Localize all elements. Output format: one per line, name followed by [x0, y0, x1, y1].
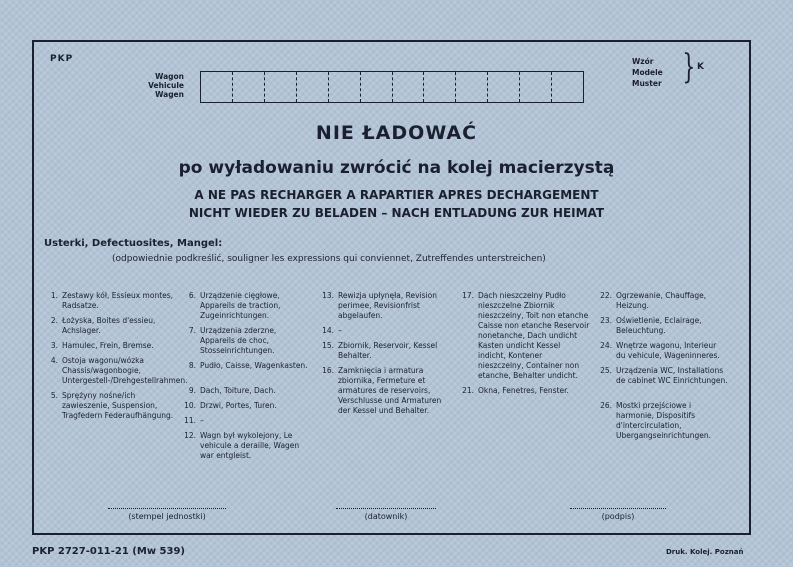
defect-text: – [338, 326, 342, 335]
defect-number: 13. [322, 291, 334, 300]
model-label-group [632, 56, 663, 89]
defect-text: Wagn był wykolejony, Le vehicule a deraille, Wagen war entgleist. [200, 431, 300, 460]
defect-number: 3. [50, 341, 58, 350]
defect-item[interactable] [182, 326, 312, 356]
defect-item[interactable] [44, 341, 174, 351]
wagon-number-cell[interactable] [456, 72, 488, 102]
defect-number: 12. [184, 431, 196, 440]
defect-number: 5. [50, 391, 58, 400]
defect-item[interactable] [320, 326, 450, 336]
defect-number: 7. [188, 326, 196, 335]
defect-item[interactable] [182, 416, 312, 426]
model-code: K [697, 62, 704, 72]
stamp-line: (stempel jednostki) [108, 508, 226, 521]
defect-text: Dach, Toiture, Dach. [200, 386, 276, 395]
defect-number: 14. [322, 326, 334, 335]
defects-instruction: (odpowiednie podkreślić, souligner les expressions qui conviennet, Zutreffendes unterstreichen) [112, 254, 546, 264]
wagon-number-field[interactable] [200, 71, 584, 103]
defect-item[interactable] [182, 431, 312, 461]
defect-item[interactable] [182, 401, 312, 411]
defect-text: Mostki przejściowe i harmonie, Dispositifs d'intercirculation, Ubergangseinrichtungen. [616, 401, 712, 440]
model-label-pl: Wzór [632, 57, 654, 66]
wagon-number-cell[interactable] [329, 72, 361, 102]
defect-number: 4. [50, 356, 58, 365]
defect-number: 26. [600, 401, 612, 410]
defect-item[interactable] [44, 316, 174, 336]
defect-text: Ostoja wagonu/wózka Chassis/wagonbogie, Untergestell-/Drehgestellrahmen. [62, 356, 188, 385]
subtitle-de: NICHT WIEDER ZU BELADEN – NACH ENTLADUNG ZUR HEIMAT [188, 206, 605, 220]
defect-item[interactable] [44, 391, 174, 421]
defect-number: 10. [184, 401, 196, 410]
defect-text: Pudło, Caisse, Wagenkasten. [200, 361, 308, 370]
defect-item[interactable] [320, 291, 450, 321]
defect-number: 11. [184, 416, 196, 425]
defect-number: 15. [322, 341, 334, 350]
defect-item[interactable] [182, 291, 312, 321]
defect-item[interactable] [44, 356, 188, 386]
defect-number: 8. [188, 361, 196, 370]
railway-mark: PKP [50, 54, 74, 64]
wagon-number-cell[interactable] [393, 72, 425, 102]
defect-text: Urządzenie cięgłowe, Appareils de traction, Zugeinrichtungen. [200, 291, 281, 320]
defect-text: Dach nieszczelny Pudło nieszczelne Zbiornik nieszczelny, Toit non etanche Caisse non etanche Reservoir nonetanche, Dach undicht Kasten undicht Kessel indicht, Kontener nieszczelny, Container non etanche, Behalter undicht. [478, 291, 590, 380]
defect-item[interactable] [598, 366, 728, 386]
defect-text: Zamknięcia i armatura zbiornika, Fermeture et armatures de reservoirs, Verschlusse und Armaturen der Kessel und Behalter. [338, 366, 442, 415]
defect-text: Zestawy kół, Essieux montes, Radsatze. [62, 291, 174, 310]
defect-text: Oświetlenie, Eclairage, Beleuchtung. [616, 316, 702, 335]
defect-item[interactable] [182, 386, 312, 396]
defect-number: 17. [462, 291, 474, 300]
defect-number: 25. [600, 366, 612, 375]
defect-number: 1. [50, 291, 58, 300]
model-label-fr: Modele [632, 68, 663, 77]
wagon-label-fr: Vehicule [148, 81, 184, 90]
defect-item[interactable] [460, 386, 590, 396]
defect-item[interactable] [598, 291, 728, 311]
defects-heading: Usterki, Defectuosites, Mangel: [44, 238, 223, 249]
wagon-number-cell[interactable] [361, 72, 393, 102]
defect-number: 16. [322, 366, 334, 375]
wagon-label-group [120, 72, 184, 99]
wagon-label-pl: Wagon [155, 72, 184, 81]
defect-text: Sprężyny nośne/ich zawieszenie, Suspension, Tragfedern Federaufhängung. [62, 391, 174, 420]
defect-number: 23. [600, 316, 612, 325]
defect-item[interactable] [598, 401, 728, 441]
defect-number: 21. [462, 386, 474, 395]
wagon-number-cell[interactable] [201, 72, 233, 102]
defect-item[interactable] [598, 316, 728, 336]
form-border [32, 40, 751, 535]
defect-item[interactable] [460, 291, 590, 381]
wagon-number-cell[interactable] [297, 72, 329, 102]
defect-text: Zbiornik, Reservoir, Kessel Behalter. [338, 341, 438, 360]
defect-text: Łożyska, Boites d'essieu, Achslager. [62, 316, 156, 335]
defect-text: Wnętrze wagonu, Interieur du vehicule, Wageninneres. [616, 341, 720, 360]
form-code: PKP 2727-011-21 (Mw 539) [32, 546, 185, 557]
printer-mark: Druk. Kolej. Poznań [666, 548, 744, 556]
subtitle-pl: po wyładowaniu zwrócić na kolej macierzystą [178, 158, 615, 178]
wagon-number-cell[interactable] [488, 72, 520, 102]
defect-text: Okna, Fenetres, Fenster. [478, 386, 569, 395]
defect-item[interactable] [44, 291, 174, 311]
defect-number: 24. [600, 341, 612, 350]
wagon-number-cell[interactable] [424, 72, 456, 102]
defect-item[interactable] [320, 366, 450, 416]
defect-number: 6. [188, 291, 196, 300]
main-title: NIE ŁADOWAĆ [315, 122, 478, 144]
model-label-de: Muster [632, 79, 662, 88]
defect-number: 22. [600, 291, 612, 300]
defect-text: Urządzenia zderzne, Appareils de choc, Stosseinrichtungen. [200, 326, 277, 355]
subtitle-fr: A NE PAS RECHARGER A RAPARTIER APRES DECHARGEMENT [194, 188, 599, 202]
brace-icon: } [682, 47, 696, 87]
defect-text: Urządzenia WC, Installations de cabinet WC Einrichtungen. [616, 366, 728, 385]
wagon-number-cell[interactable] [520, 72, 552, 102]
defect-number: 2. [50, 316, 58, 325]
defect-text: – [200, 416, 204, 425]
defect-item[interactable] [320, 341, 450, 361]
defect-number: 9. [188, 386, 196, 395]
wagon-number-cell[interactable] [552, 72, 583, 102]
signature-line: (podpis) [570, 508, 666, 521]
wagon-number-cell[interactable] [233, 72, 265, 102]
defect-text: Hamulec, Frein, Bremse. [62, 341, 154, 350]
defect-text: Rewizja upłynęła, Revision perimee, Revisionfrist abgelaufen. [338, 291, 437, 320]
defect-item[interactable] [182, 361, 312, 371]
defect-item[interactable] [598, 341, 728, 361]
wagon-number-cell[interactable] [265, 72, 297, 102]
defect-text: Drzwi, Portes, Turen. [200, 401, 277, 410]
wagon-label-de: Wagen [155, 90, 184, 99]
date-line: (datownik) [336, 508, 436, 521]
defect-text: Ogrzewanie, Chauffage, Heizung. [616, 291, 707, 310]
